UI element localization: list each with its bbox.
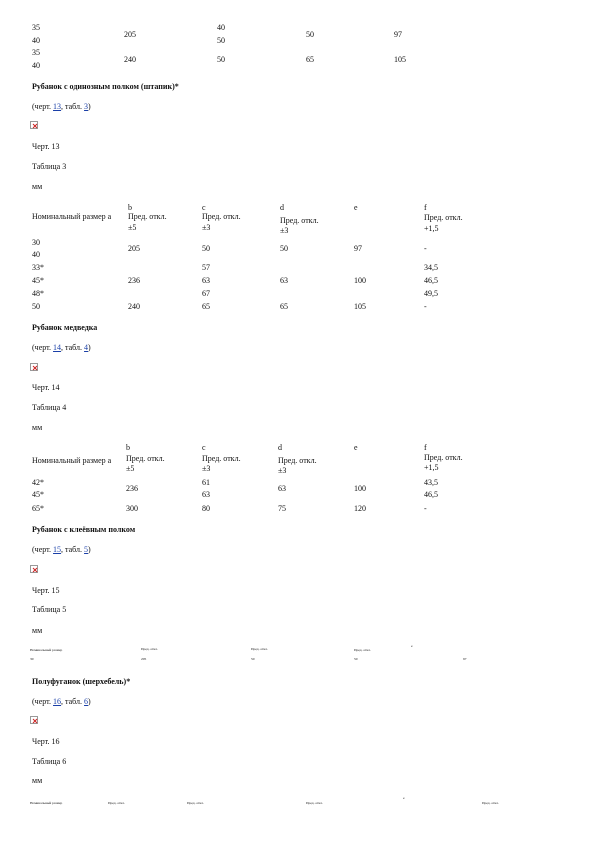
table-cell: 205 (141, 657, 147, 661)
column-header-tolerance: Пред. откл. (354, 648, 371, 652)
table-cell: 105 (394, 55, 406, 64)
table-cell: 35 (32, 23, 40, 32)
table-cell: 63 (278, 484, 286, 493)
column-header-d: d (278, 443, 282, 452)
column-header-tolerance: Пред. откл. (280, 216, 319, 225)
table-link[interactable]: 6 (84, 697, 89, 706)
ref-middle: , табл. (61, 343, 85, 352)
table-cell: 100 (354, 484, 366, 493)
table-cell: 65 (202, 302, 210, 311)
figure-caption: Черт. 14 (32, 383, 60, 392)
column-header-tolerance-value: +1,5 (424, 463, 439, 472)
column-header-b: b (128, 203, 132, 212)
section-heading: Рубанок медведка (32, 323, 98, 332)
table-cell: 45* (32, 490, 44, 499)
table-cell: 49,5 (424, 289, 438, 298)
ref-suffix: ) (88, 102, 91, 111)
column-header-tolerance: Пред. откл. (202, 454, 241, 463)
column-header-d: d (280, 203, 284, 212)
table-link[interactable]: 4 (84, 343, 89, 352)
section-heading: Рубанок с одинозным полком (штапик)* (32, 82, 179, 91)
table-cell: 205 (128, 244, 140, 253)
table-cell: 75 (278, 504, 286, 513)
table-cell: 50 (32, 302, 40, 311)
section-heading: Полуфуганок (шерхебель)* (32, 677, 131, 686)
table-cell: 30 (32, 238, 40, 247)
table-cell: 46,5 (424, 490, 438, 499)
ref-prefix: (черт. (32, 545, 54, 554)
broken-image-icon (30, 716, 38, 724)
table-cell: 63 (202, 276, 210, 285)
chart-link[interactable]: 15 (53, 545, 62, 554)
table-link[interactable]: 5 (84, 545, 89, 554)
column-header-tolerance-value: ±3 (202, 464, 211, 473)
table-cell: 40 (32, 36, 40, 45)
column-header-c: c (202, 443, 206, 452)
column-header-tolerance: Пред. откл. (278, 456, 317, 465)
table-cell: 30 (30, 657, 34, 661)
chart-reference (32, 102, 91, 111)
table-link[interactable]: 3 (84, 102, 89, 111)
column-header-tolerance-value: ±3 (202, 223, 211, 232)
column-header-e: e (411, 644, 413, 648)
table-cell: 50 (217, 55, 225, 64)
broken-image-icon (30, 565, 38, 573)
unit-label: мм (32, 182, 43, 191)
chart-link[interactable]: 16 (53, 697, 62, 706)
ref-middle: , табл. (61, 545, 85, 554)
ref-suffix: ) (88, 545, 91, 554)
chart-reference (32, 343, 91, 352)
table-cell: 40 (32, 61, 40, 70)
table-cell: 33* (32, 263, 44, 272)
figure-caption: Черт. 13 (32, 142, 60, 151)
column-header-tolerance: Пред. откл. (424, 213, 463, 222)
column-header-tolerance-value: ±5 (128, 223, 137, 232)
unit-label: мм (32, 776, 43, 785)
table-cell: 40 (32, 250, 40, 259)
table-cell: 236 (126, 484, 138, 493)
table-cell: 65 (306, 55, 314, 64)
chart-link[interactable]: 14 (53, 343, 62, 352)
unit-label: мм (32, 423, 43, 432)
table-title: Таблица 6 (32, 757, 67, 766)
unit-label: мм (32, 626, 43, 635)
table-cell: - (424, 504, 427, 513)
table-cell: 46,5 (424, 276, 438, 285)
table-cell: 50 (251, 657, 255, 661)
table-cell: 45* (32, 276, 44, 285)
table-cell: 80 (202, 504, 210, 513)
column-header-tolerance: Пред. откл. (482, 801, 499, 805)
ref-middle: , табл. (61, 697, 85, 706)
column-header-tolerance-value: ±5 (126, 464, 135, 473)
column-header-e: e (354, 203, 358, 212)
table-cell: 205 (124, 30, 136, 39)
column-header-nominal: Номинальный размер a (32, 456, 112, 465)
ref-middle: , табл. (61, 102, 85, 111)
table-title: Таблица 5 (32, 605, 67, 614)
table-cell: 236 (128, 276, 140, 285)
table-cell: - (424, 244, 427, 253)
figure-caption: Черт. 15 (32, 586, 60, 595)
column-header-tolerance: Пред. откл. (424, 453, 463, 462)
column-header-e: e (354, 443, 358, 452)
ref-suffix: ) (88, 343, 91, 352)
column-header-tolerance-value: ±3 (278, 466, 287, 475)
column-header-tolerance: Пред. откл. (128, 212, 167, 221)
column-header-tolerance: Пред. откл. (187, 801, 204, 805)
column-header-b: b (126, 443, 130, 452)
column-header-tolerance-value: +1,5 (424, 224, 439, 233)
table-cell: 50 (280, 244, 288, 253)
ref-prefix: (черт. (32, 102, 54, 111)
column-header-tolerance: Пред. откл. (108, 801, 125, 805)
table-cell: 50 (354, 657, 358, 661)
table-cell: 300 (126, 504, 138, 513)
ref-prefix: (черт. (32, 343, 54, 352)
column-header-tolerance: Пред. откл. (251, 647, 268, 651)
ref-suffix: ) (88, 697, 91, 706)
broken-image-icon (30, 121, 38, 129)
table-cell: 97 (463, 657, 467, 661)
column-header-tolerance: Пред. откл. (306, 801, 323, 805)
column-header-e: e (403, 796, 405, 800)
section-heading: Рубанок с клеёвным полком (32, 525, 136, 534)
table-cell: 240 (124, 55, 136, 64)
table-cell: 97 (354, 244, 362, 253)
table-cell: 50 (217, 36, 225, 45)
chart-reference (32, 697, 91, 706)
table-cell: 50 (306, 30, 314, 39)
table-cell: 97 (394, 30, 402, 39)
broken-image-icon (30, 363, 38, 371)
table-title: Таблица 4 (32, 403, 67, 412)
chart-link[interactable]: 13 (53, 102, 62, 111)
column-header-f: f (424, 443, 427, 452)
table-cell: - (424, 302, 427, 311)
table-cell: 120 (354, 504, 366, 513)
column-header-c: c (202, 203, 206, 212)
table-cell: 65 (280, 302, 288, 311)
table-cell: 65* (32, 504, 44, 513)
column-header-nominal: Номинальный размер a (32, 212, 112, 221)
column-header-tolerance: Пред. откл. (202, 212, 241, 221)
table-cell: 42* (32, 478, 44, 487)
table-cell: 48* (32, 289, 44, 298)
table-cell: 43,5 (424, 478, 438, 487)
table-cell: 35 (32, 48, 40, 57)
table-cell: 240 (128, 302, 140, 311)
table-cell: 34,5 (424, 263, 438, 272)
table-cell: 100 (354, 276, 366, 285)
table-cell: 50 (202, 244, 210, 253)
table-cell: 57 (202, 263, 210, 272)
column-header-tolerance: Пред. откл. (126, 454, 165, 463)
table-cell: 61 (202, 478, 210, 487)
column-header-f: f (424, 203, 427, 212)
column-header-nominal: Номинальный размер (30, 648, 63, 652)
chart-reference (32, 545, 91, 554)
ref-prefix: (черт. (32, 697, 54, 706)
table-cell: 105 (354, 302, 366, 311)
table-cell: 40 (217, 23, 225, 32)
table-title: Таблица 3 (32, 162, 67, 171)
table-cell: 63 (280, 276, 288, 285)
column-header-nominal: Номинальный размер (30, 801, 63, 805)
table-cell: 67 (202, 289, 210, 298)
table-cell: 63 (202, 490, 210, 499)
column-header-tolerance: Пред. откл. (141, 647, 158, 651)
figure-caption: Черт. 16 (32, 737, 60, 746)
column-header-tolerance-value: ±3 (280, 226, 289, 235)
